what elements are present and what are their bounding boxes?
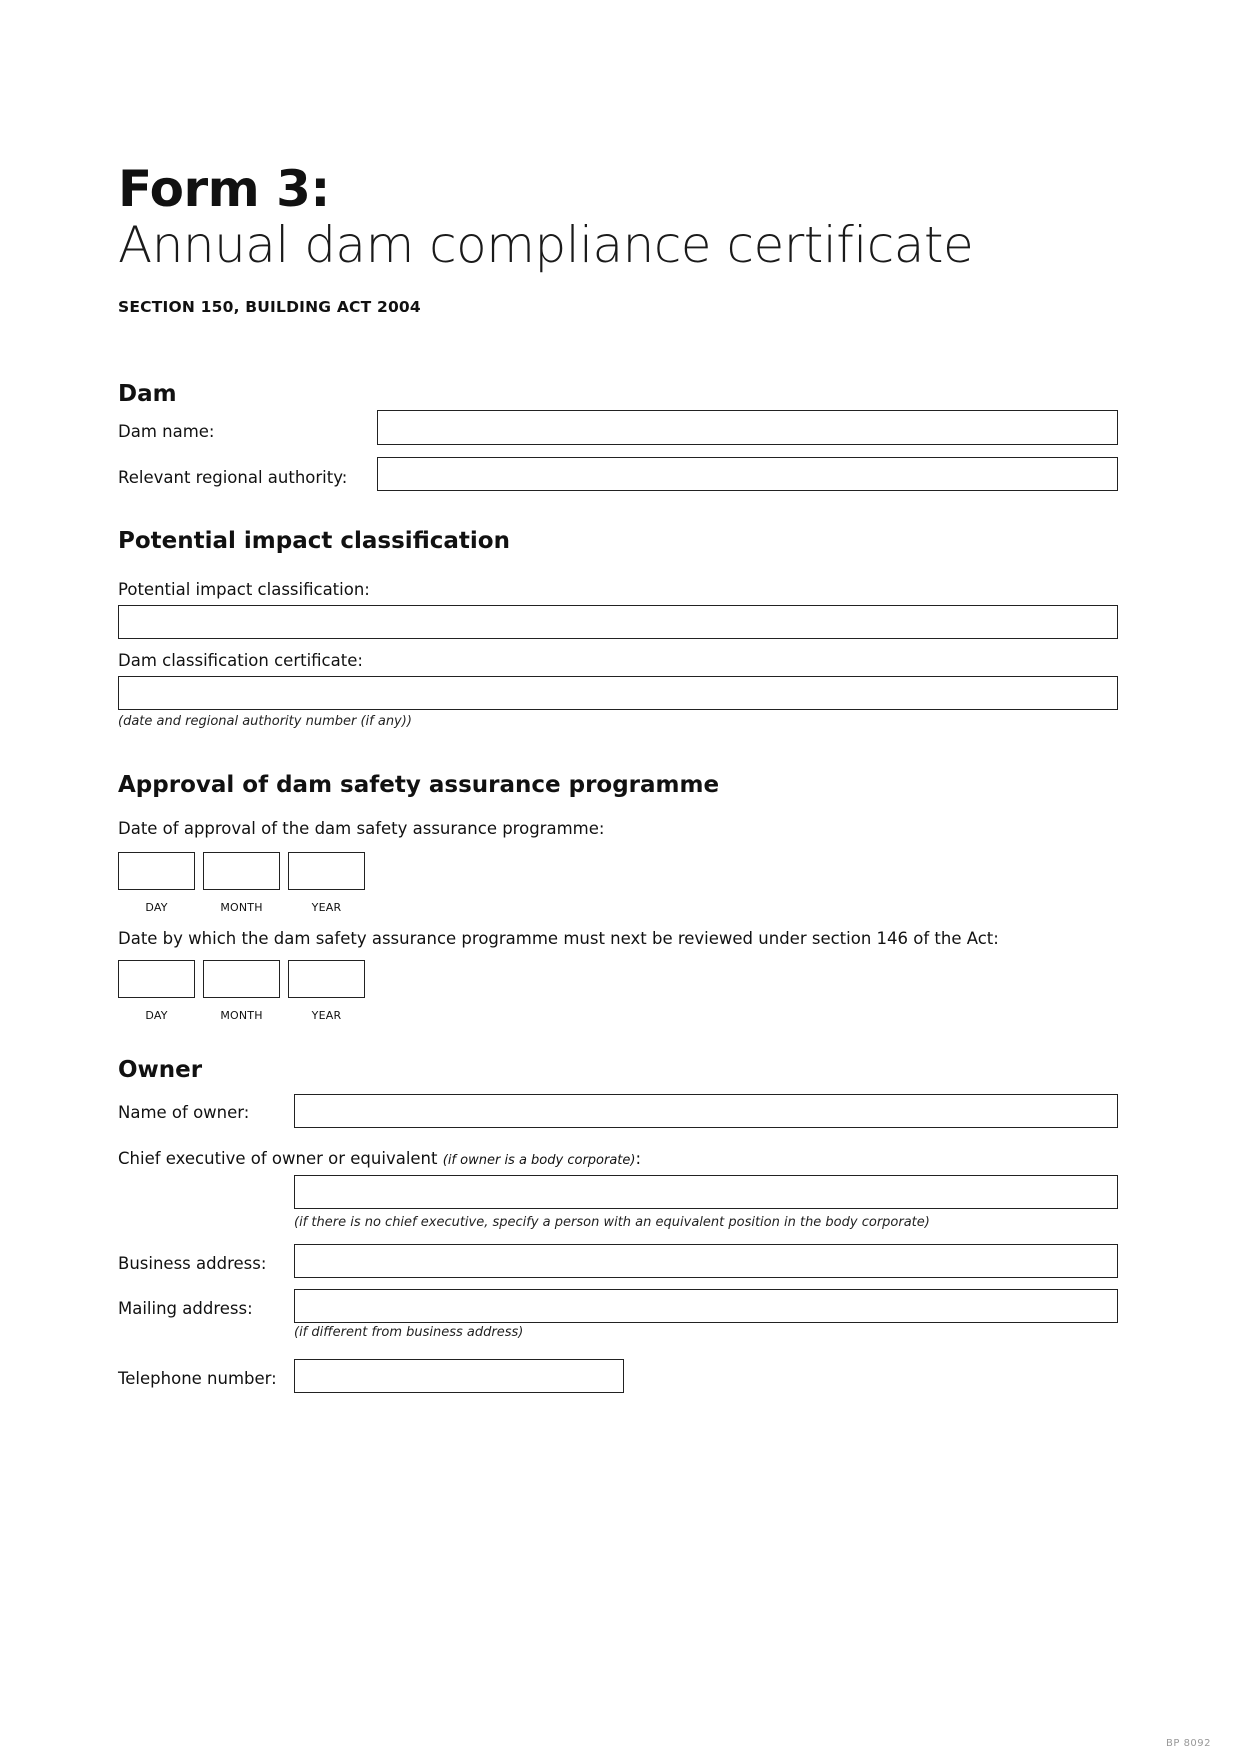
chief-executive-note: (if there is no chief executive, specify a person with an equivalent position in the body corporate) bbox=[294, 1215, 930, 1230]
dam-classification-certificate-label: Dam classification certificate: bbox=[118, 651, 363, 670]
dam-name-label: Dam name: bbox=[118, 422, 215, 441]
dam-classification-certificate-field[interactable] bbox=[118, 676, 1118, 710]
telephone-field[interactable] bbox=[294, 1359, 624, 1393]
approval-day-label: DAY bbox=[145, 901, 168, 914]
approval-day-field[interactable] bbox=[118, 852, 195, 890]
classification-section-heading: Potential impact classification bbox=[118, 528, 510, 554]
owner-name-label: Name of owner: bbox=[118, 1103, 250, 1122]
approval-section-heading: Approval of dam safety assurance programme bbox=[118, 772, 720, 798]
owner-section-heading: Owner bbox=[118, 1057, 203, 1083]
potential-impact-classification-field[interactable] bbox=[118, 605, 1118, 639]
mailing-address-label: Mailing address: bbox=[118, 1299, 253, 1318]
chief-executive-label bbox=[118, 1149, 641, 1169]
certificate-note: (date and regional authority number (if any)) bbox=[118, 714, 412, 729]
approval-date-label: Date of approval of the dam safety assurance programme: bbox=[118, 819, 605, 838]
review-year-label: YEAR bbox=[311, 1009, 342, 1022]
telephone-label: Telephone number: bbox=[118, 1369, 277, 1388]
document-code: BP 8092 bbox=[1166, 1738, 1212, 1749]
review-date-label: Date by which the dam safety assurance programme must next be reviewed under section 146 of the Act: bbox=[118, 929, 999, 948]
business-address-label: Business address: bbox=[118, 1254, 267, 1273]
chief-executive-field[interactable] bbox=[294, 1175, 1118, 1209]
act-reference: SECTION 150, BUILDING ACT 2004 bbox=[118, 298, 421, 316]
owner-name-field[interactable] bbox=[294, 1094, 1118, 1128]
dam-section-heading: Dam bbox=[118, 381, 177, 407]
review-year-field[interactable] bbox=[288, 960, 365, 998]
form-number: Form 3: bbox=[118, 160, 330, 218]
mailing-address-field[interactable] bbox=[294, 1289, 1118, 1323]
approval-month-label: MONTH bbox=[220, 901, 263, 914]
dam-name-field[interactable] bbox=[377, 410, 1118, 445]
review-month-field[interactable] bbox=[203, 960, 280, 998]
chief-executive-label-qualifier: (if owner is a body corporate) bbox=[442, 1153, 636, 1168]
approval-year-field[interactable] bbox=[288, 852, 365, 890]
approval-year-label: YEAR bbox=[311, 901, 342, 914]
review-month-label: MONTH bbox=[220, 1009, 263, 1022]
page-title: Annual dam compliance certificate bbox=[118, 216, 974, 274]
review-day-field[interactable] bbox=[118, 960, 195, 998]
review-day-label: DAY bbox=[145, 1009, 168, 1022]
regional-authority-label: Relevant regional authority: bbox=[118, 468, 348, 487]
mailing-address-note: (if different from business address) bbox=[294, 1325, 524, 1340]
approval-month-field[interactable] bbox=[203, 852, 280, 890]
chief-executive-label-suffix: : bbox=[635, 1149, 642, 1168]
business-address-field[interactable] bbox=[294, 1244, 1118, 1278]
chief-executive-label-text: Chief executive of owner or equivalent bbox=[118, 1149, 438, 1168]
regional-authority-field[interactable] bbox=[377, 457, 1118, 491]
potential-impact-classification-label: Potential impact classification: bbox=[118, 580, 370, 599]
